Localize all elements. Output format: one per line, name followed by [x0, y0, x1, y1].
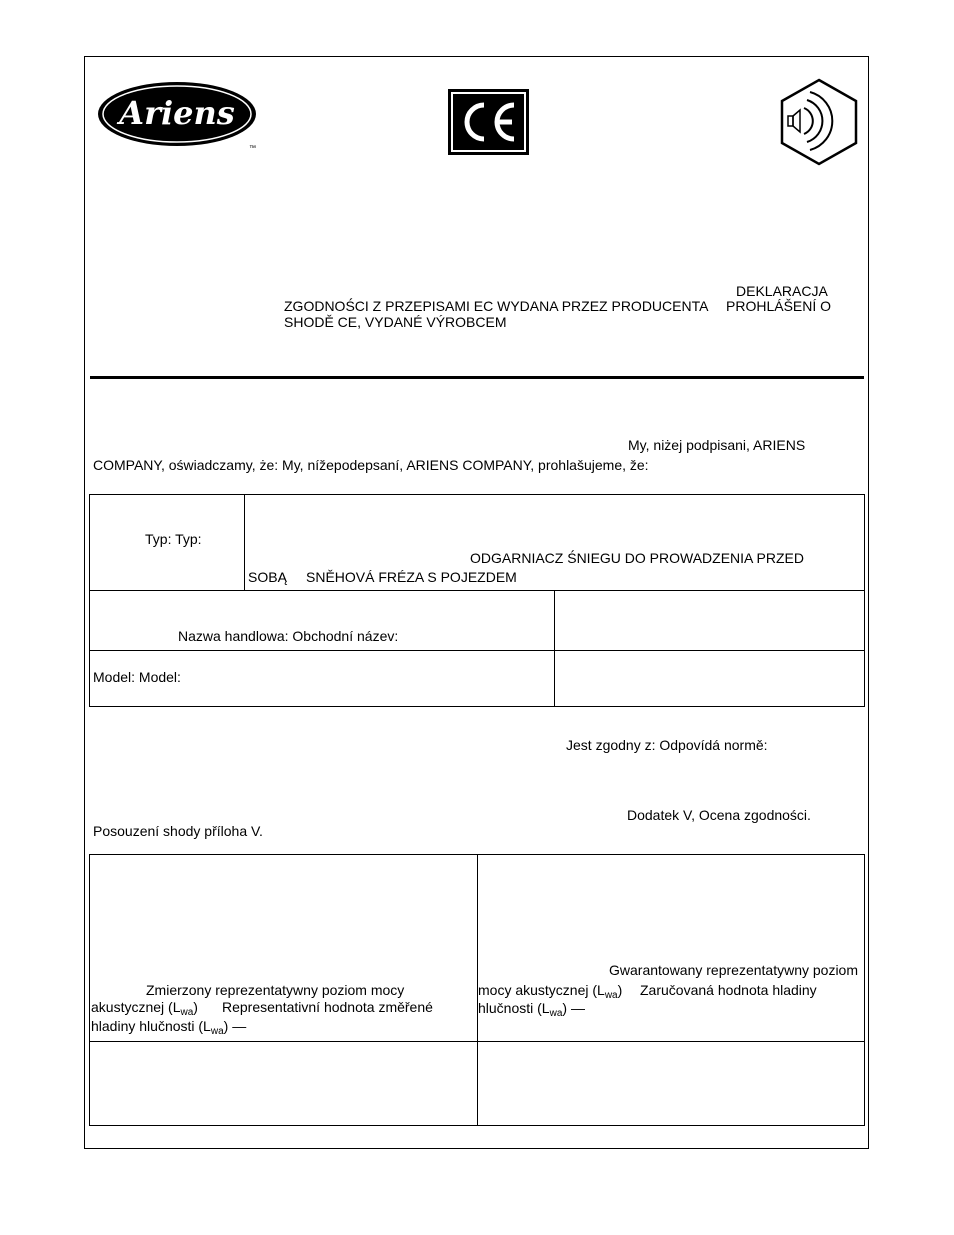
- header-divider: [90, 376, 864, 379]
- guaranteed-line-1: Gwarantowany reprezentatywny poziom: [609, 962, 859, 978]
- product-table-divider: [89, 590, 865, 591]
- title-line-3: SHODĚ CE, VYDANÉ VÝROBCEM: [284, 314, 507, 330]
- annex-line-1: Dodatek V, Ocena zgodności.: [627, 807, 811, 823]
- annex-line-2: Posouzení shody příloha V.: [93, 823, 263, 839]
- guaranteed-line-2-paren: ): [617, 982, 623, 998]
- type-label: Typ: Typ:: [145, 531, 202, 547]
- guaranteed-line-3-text: hlučnosti (L: [478, 1000, 550, 1016]
- guaranteed-line-3: [478, 1000, 585, 1017]
- sound-power-hexagon-icon: [780, 78, 858, 166]
- product-table-divider: [89, 650, 865, 651]
- trademark-symbol: ™: [249, 145, 256, 152]
- ariens-logo-text: Ariens: [119, 94, 235, 132]
- lwa-subscript: wa: [180, 1007, 194, 1018]
- guaranteed-line-3-paren: ) —: [562, 1000, 585, 1016]
- title-line-2-left: ZGODNOŚCI Z PRZEPISAMI EC WYDANA PRZEZ PRODUCENTA: [284, 298, 709, 314]
- measured-line-3: [91, 1018, 246, 1035]
- type-value-line-2-left: SOBĄ: [248, 569, 287, 585]
- model-label: Model: Model:: [93, 669, 181, 685]
- declaration-line-2: COMPANY, oświadczamy, że: My, nížepodepsaní, ARIENS COMPANY, prohlašujeme, že:: [93, 457, 649, 473]
- type-value-line-2-right: SNĚHOVÁ FRÉZA S POJEZDEM: [306, 569, 517, 585]
- title-line-2-right: PROHLÁŠENÍ O: [726, 298, 832, 314]
- product-table-divider: [554, 590, 555, 707]
- declaration-line-1: My, niżej podpisani, ARIENS: [628, 437, 806, 453]
- guaranteed-line-2: [478, 982, 622, 999]
- measured-line-1: Zmierzony reprezentatywny poziom mocy: [146, 982, 405, 998]
- product-table: [89, 494, 865, 707]
- ce-mark-icon: [448, 89, 529, 155]
- measured-line-3-text: hladiny hlučnosti (L: [91, 1018, 211, 1034]
- lwa-subscript: wa: [604, 990, 618, 1001]
- lwa-subscript: wa: [210, 1026, 224, 1037]
- lwa-subscript: wa: [549, 1008, 563, 1019]
- measured-line-2: [91, 999, 198, 1016]
- product-table-divider: [244, 494, 245, 591]
- measured-line-2-cz: Representativní hodnota změřené: [222, 999, 433, 1015]
- title-line-1: DEKLARACJA: [736, 283, 828, 299]
- measured-line-2-text: akustycznej (L: [91, 999, 181, 1015]
- guaranteed-line-2-text: mocy akustycznej (L: [478, 982, 605, 998]
- measured-line-3-paren: ) —: [223, 1018, 247, 1034]
- type-value-line-1: ODGARNIACZ ŚNIEGU DO PROWADZENIA PRZED: [470, 550, 804, 566]
- noise-table-divider: [89, 1041, 865, 1042]
- ariens-logo: [97, 80, 262, 152]
- complies-with-label: Jest zgodny z: Odpovídá normě:: [566, 737, 768, 753]
- guaranteed-line-2-cz: Zaručovaná hodnota hladiny: [640, 982, 817, 998]
- measured-line-2-paren: ): [193, 999, 198, 1015]
- trade-name-label: Nazwa handlowa: Obchodní název:: [178, 628, 399, 644]
